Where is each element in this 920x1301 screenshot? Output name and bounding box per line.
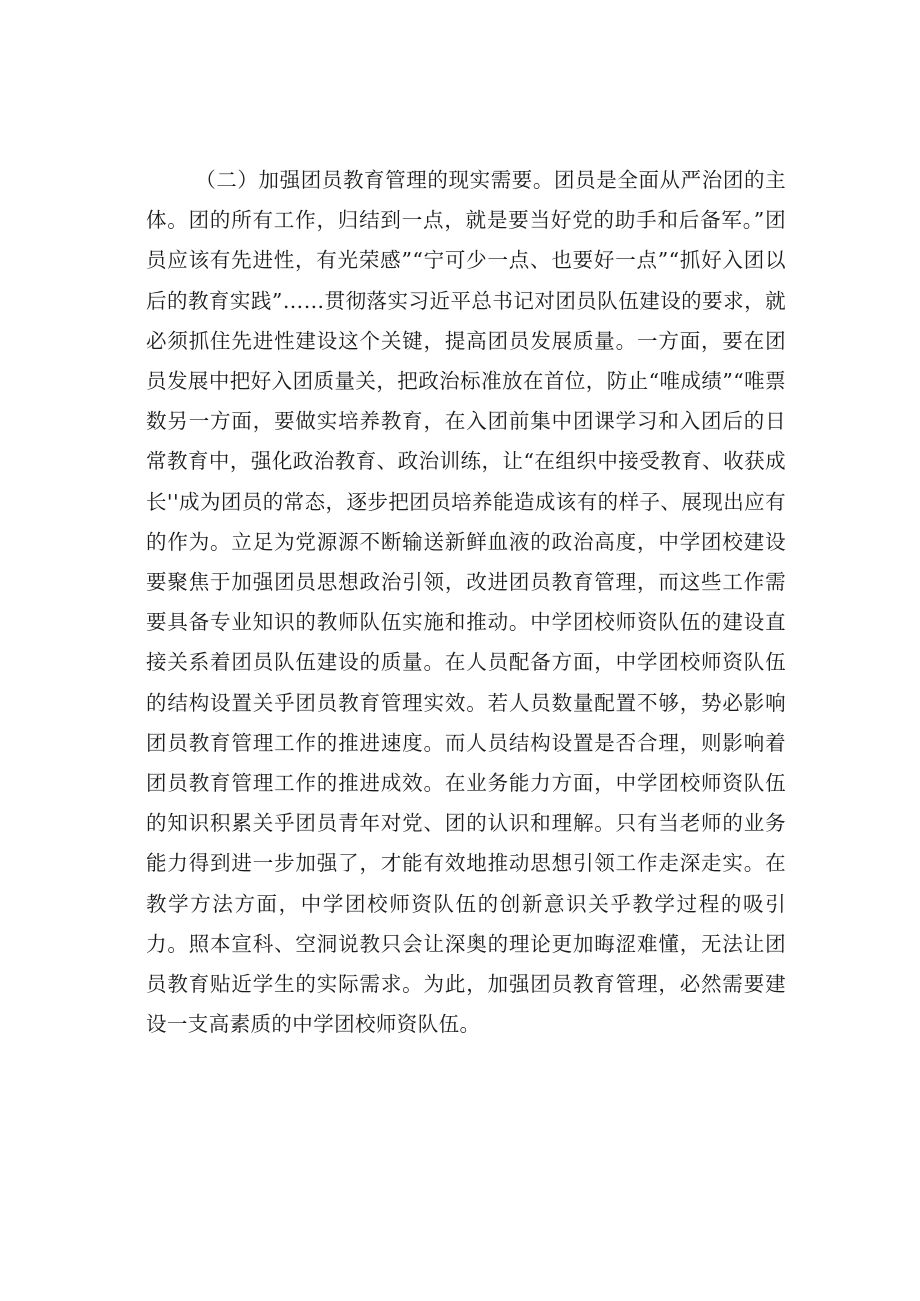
body-paragraph: （二）加强团员教育管理的现实需要。团员是全面从严治团的主体。团的所有工作，归结到一点，就是要当好党的助手和后备军。”团员应该有先进性，有光荣感”“宁可少一点、也要好一点”“抓好入团以后的教育实践”……贯彻落实习近平总书记对团员队伍建设的要求，就必须抓住先进性建设这个关键，提高团员发展质量。一方面，要在团员发展中把好入团质量关，把政治标准放在首位，防止“唯成绩”“唯票数另一方面，要做实培养教育，在入团前集中团课学习和入团后的日常教育中，强化政治教育、政治训练，让“在组织中接受教育、收获成长''成为团员的常态，逐步把团员培养能造成该有的样子、展现出应有的作为。立足为党源源不断输送新鲜血液的政治高度，中学团校建设要聚焦于加强团员思想政治引领，改进团员教育管理，而这些工作需要具备专业知识的教师队伍实施和推动。中学团校师资队伍的建设直接关系着团员队伍建设的质量。在人员配备方面，中学团校师资队伍的结构设置关乎团员教育管理实效。若人员数量配置不够，势必影响团员教育管理工作的推进速度。而人员结构设置是否合理，则影响着团员教育管理工作的推进成效。在业务能力方面，中学团校师资队伍的知识积累关乎团员青年对党、团的认识和理解。只有当老师的业务能力得到进一步加强了，才能有效地推动思想引领工作走深走实。在教学方法方面，中学团校师资队伍的创新意识关乎教学过程的吸引力。照本宣科、空洞说教只会让深奥的理论更加晦涩难懂，无法让团员教育贴近学生的实际需求。为此，加强团员教育管理，必然需要建设一支高素质的中学团校师资队伍。: [146, 168, 786, 1037]
